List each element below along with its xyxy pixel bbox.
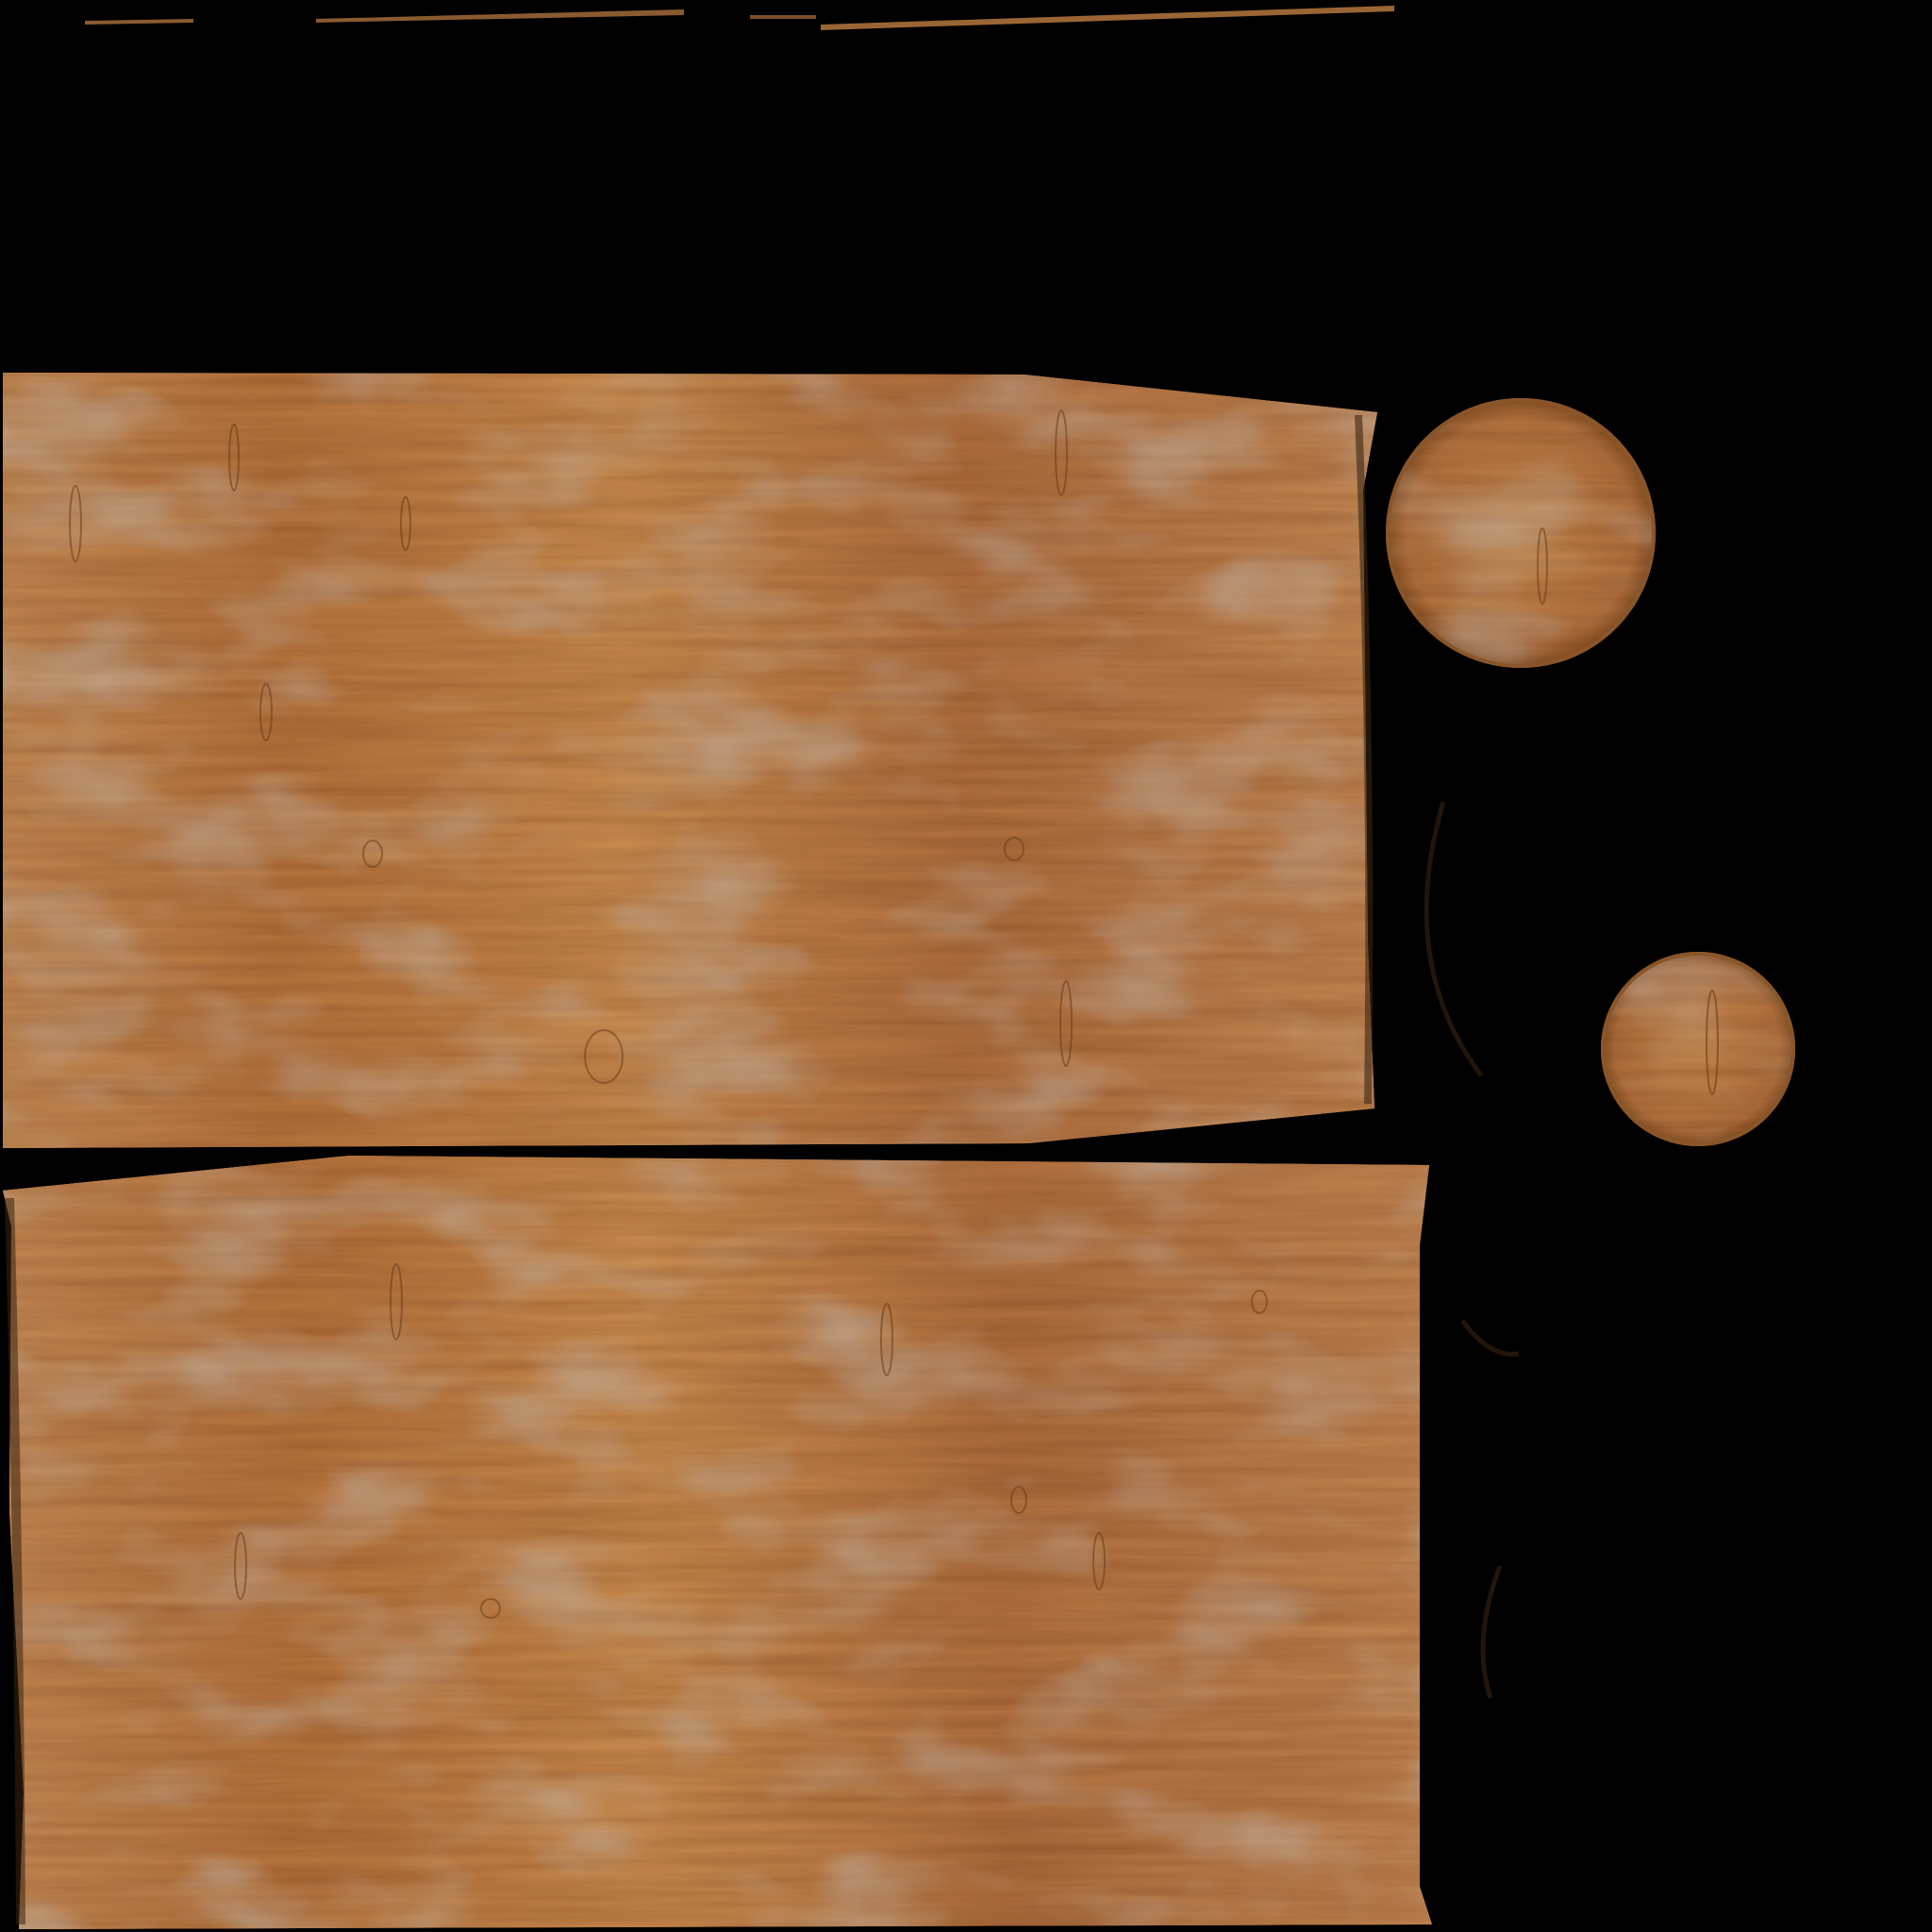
small-round-cap [1601,952,1795,1146]
lower-plank-panel [3,1156,1432,1929]
upper-plank-panel [3,373,1377,1148]
faint-arc-edge [1426,802,1519,1698]
top-edge-strip [85,6,1394,30]
large-round-cap [1386,398,1656,668]
